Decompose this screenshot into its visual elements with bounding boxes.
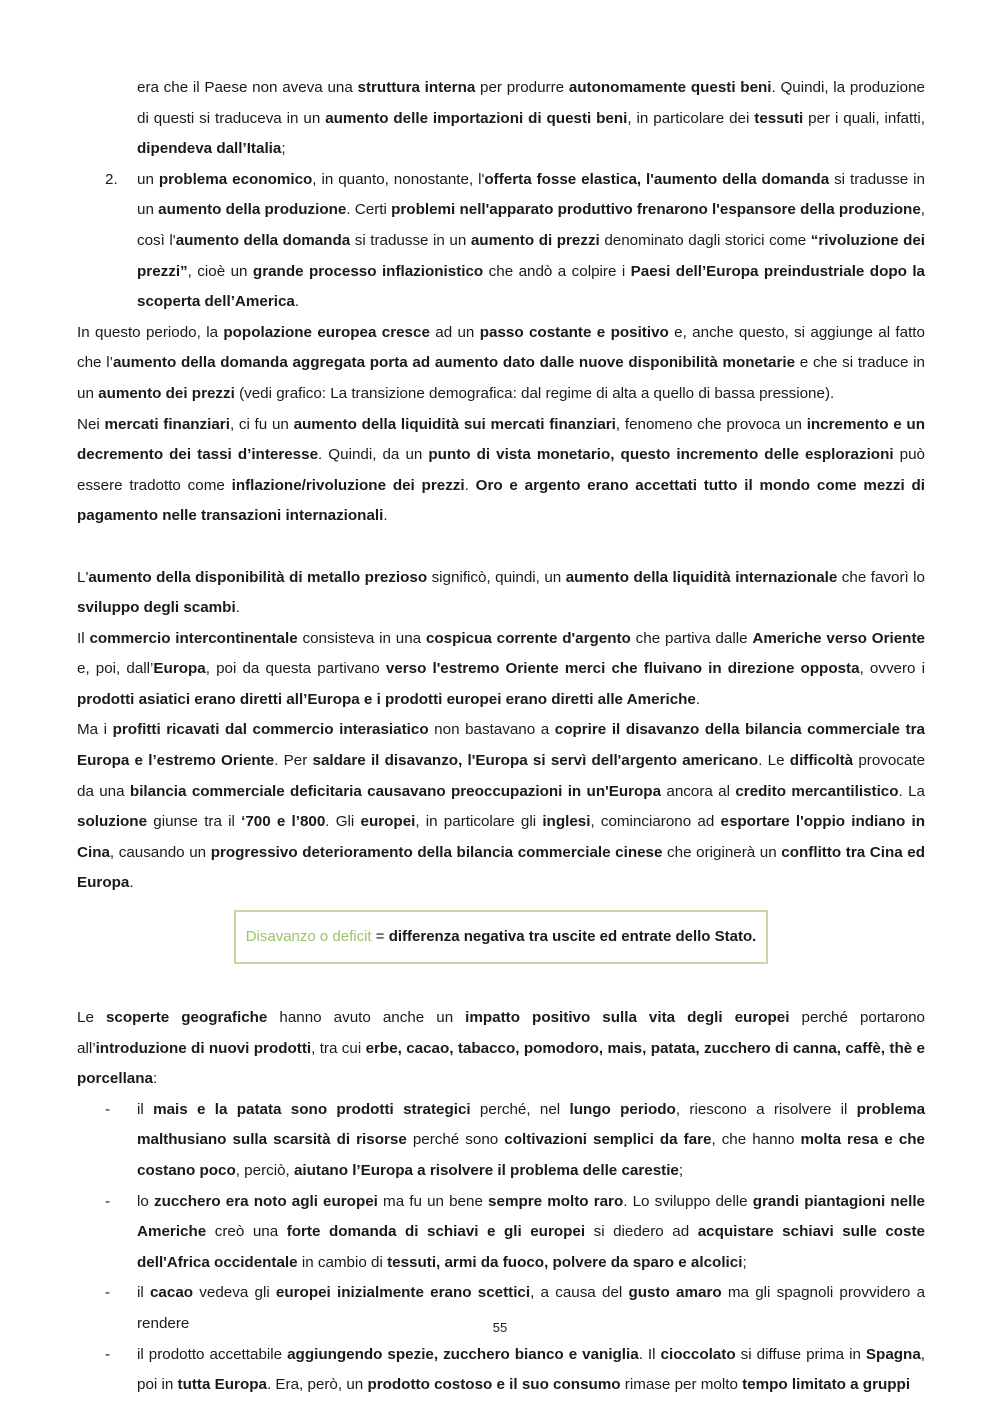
definition-box — [234, 910, 768, 964]
spacer — [77, 964, 925, 1003]
list-item-1-continuation: era che il Paese non aveva una struttura interna per produrre autonomamente questi beni. Quindi, la produzione di questi si traduceva in un aumento delle importazioni di questi beni, in particolare dei tessuti per i quali, infatti, dipendeva dall’Italia; — [137, 79, 926, 158]
definition-text: differenza negativa tra uscite ed entrate dello Stato. — [388, 928, 757, 946]
bullet-dash: - — [105, 1100, 111, 1118]
page-body — [77, 73, 925, 1401]
bullet-dash: - — [105, 1284, 111, 1302]
bullet-dash: - — [105, 1345, 111, 1363]
paragraph-trade-deficit: Ma i profitti ricavati dal commercio interasiatico non bastavano a coprire il disavanzo della bilancia commerciale tra Europa e l’estremo Oriente. Per saldare il disavanzo, l'Europa si servì dell'argento americano. Le difficoltà provocate da una bilancia commerciale deficitaria causavano preoccupazioni in un'Europa ancora al credito mercantilistico. La soluzione giunse tra il ‘700 e l’800. Gli europei, in particolare gli inglesi, cominciarono ad esportare l'oppio indiano in Cina, causando un progressivo deterioramento della bilancia commerciale cinese che originerà un conflitto tra Cina ed Europa. — [77, 721, 926, 892]
list-item-2: 2. un problema economico, in quanto, nonostante, l'offerta fosse elastica, l'aumento della domanda si tradusse in un aumento della produzione. Certi problemi nell'apparato produttivo frenarono l'espansore della produzione, così l'aumento della domanda si tradusse in un aumento di prezzi denominato dagli storici come “rivoluzione dei prezzi”, cioè un grande processo inflazionistico che andò a colpire i Paesi dell’Europa preindustriale dopo la scoperta dell’America. — [77, 165, 925, 318]
bullet-item-cacao: - il cacao vedeva gli europei inizialmente erano scettici, a causa del gusto amaro ma gli spagnoli provvidero a rendere — [77, 1278, 925, 1339]
paragraph-population: In questo periodo, la popolazione europea cresce ad un passo costante e positivo e, anche questo, si aggiunge al fatto che l’aumento della domanda aggregata porta ad aumento dato dalle nuove disponibilità monetarie e che si traduce in un aumento dei prezzi (vedi grafico: La transizione demografica: dal regime di alta a quello di bassa pressione). — [77, 323, 925, 402]
page-number: 55 — [492, 1320, 508, 1335]
definition-equals: = — [371, 928, 389, 946]
paragraph-precious-metal: L'aumento della disponibilità di metallo prezioso significò, quindi, un aumento della liquidità internazionale che favorì lo sviluppo degli scambi. — [77, 568, 926, 617]
blank-line — [77, 532, 925, 563]
paragraph-intercontinental-trade: Il commercio intercontinentale consisteva in una cospicua corrente d'argento che partiva dalle Americhe verso Oriente e, poi, dall’Europa, poi da questa partivano verso l'estremo Oriente merci che fluivano in direzione opposta, ovvero i prodotti asiatici erano diretti all’Europa e i prodotti europei erano diretti alle Americhe. — [77, 629, 926, 708]
definition-term: Disavanzo o deficit — [245, 928, 372, 946]
bullet-item-mais-patata: - il mais e la patata sono prodotti strategici perché, nel lungo periodo, riescono a risolvere il problema malthusiano sulla scarsità di risorse perché sono coltivazioni semplici da fare, che hanno molta resa e che costano poco, perciò, aiutano l’Europa a risolvere il problema delle carestie; — [77, 1095, 925, 1187]
bullet-item-cioccolato: - il prodotto accettabile aggiungendo spezie, zucchero bianco e vaniglia. Il cioccolato si diffuse prima in Spagna, poi in tutta Europa. Era, però, un prodotto costoso e il suo consumo rimase per molto tempo limitato a gruppi — [77, 1340, 925, 1401]
paragraph-new-products: Le scoperte geografiche hanno avuto anche un impatto positivo sulla vita degli europei perché portarono all’introduzione di nuovi prodotti, tra cui erbe, cacao, tabacco, pomodoro, mais, patata, zucchero di canna, caffè, thè e porcellana: — [77, 1009, 925, 1088]
bullet-dash: - — [105, 1192, 111, 1210]
bullet-item-zucchero: - lo zucchero era noto agli europei ma fu un bene sempre molto raro. Lo sviluppo delle grandi piantagioni nelle Americhe creò una forte domanda di schiavi e gli europei si diedero ad acquistare schiavi sulle coste dell'Africa occidentale in cambio di tessuti, armi da fuoco, polvere da sparo e alcolici; — [77, 1187, 925, 1279]
paragraph-financial-markets: Nei mercati finanziari, ci fu un aumento della liquidità sui mercati finanziari, fenomeno che provoca un incremento e un decremento dei tassi d’interesse. Quindi, da un punto di vista monetario, questo incremento delle esplorazioni può essere tradotto come inflazione/rivoluzione dei prezzi. Oro e argento erano accettati tutto il mondo come mezzi di pagamento nelle transazioni internazionali. — [77, 415, 925, 525]
list-number: 2. — [105, 170, 118, 188]
